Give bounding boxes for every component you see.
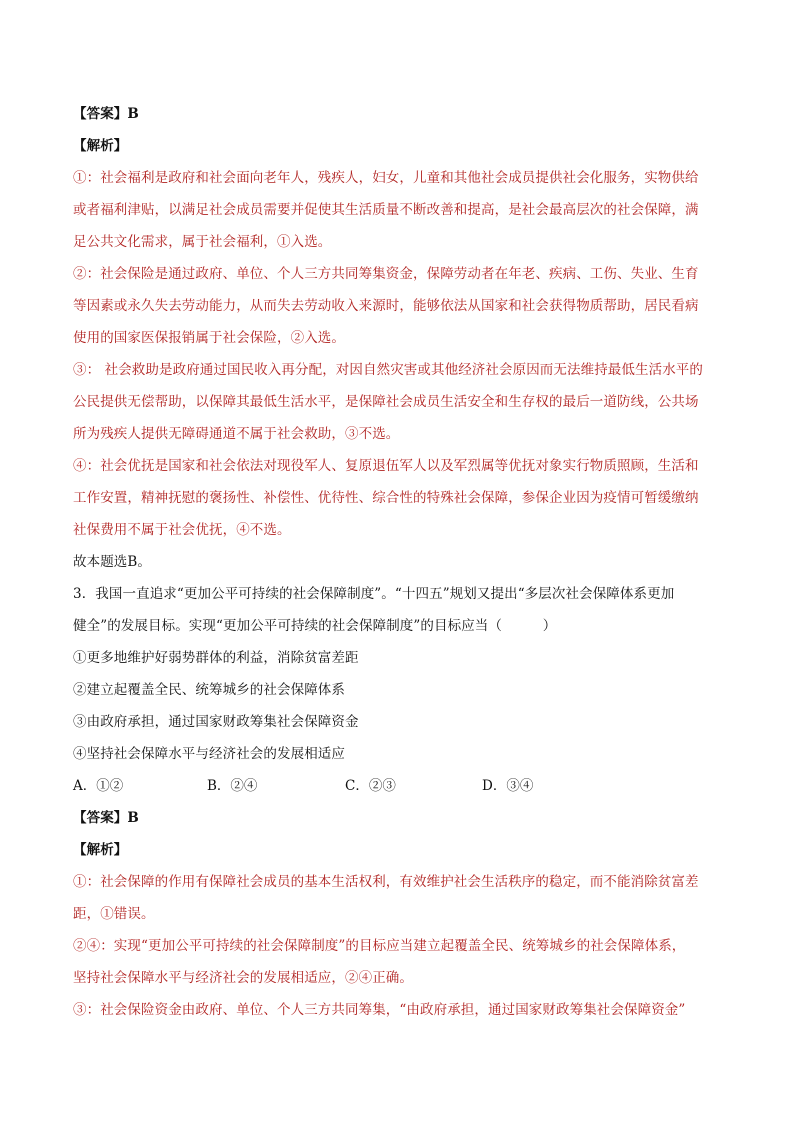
analysis-line: ④：社会优抚是国家和社会依法对现役军人、复原退伍军人以及军烈属等优抚对象实行物质照顾，生活和 [73,458,699,474]
q3-analysis-paragraph-2 [73,930,723,994]
analysis-line: 工作安置，精神抚慰的褒扬性、补偿性、优待性、综合性的特殊社会保障，参保企业因为疫情可暂缓缴纳 [73,490,699,506]
option-b: B．②④ [207,778,258,794]
option-a: A．①② [73,778,124,794]
analysis-line: 等因素或永久失去劳动能力，从而失去劳动收入来源时，能够依法从国家和社会获得物质帮助，居民看病 [73,298,699,314]
answer-label: 【答案】B [73,106,139,122]
q3-analysis-paragraph-3 [73,994,723,1026]
option-c: C．②③ [345,778,396,794]
question-stem-line: 健全”的发展目标。实现“更加公平可持续的社会保障制度”的目标应当（ ） [73,618,557,634]
question-item: ①更多地维护好弱势群体的利益，消除贫富差距 [73,650,359,666]
question-item: ④坚持社会保障水平与经济社会的发展相适应 [73,746,345,762]
option-d: D．③④ [482,778,534,794]
analysis-paragraph-1 [73,162,723,258]
analysis-line: ②：社会保险是通过政府、单位、个人三方共同筹集资金，保障劳动者在年老、疾病、工伤、失业、生育 [73,266,699,282]
analysis-line: 公民提供无偿帮助，以保障其最低生活水平，是保障社会成员生活安全和生存权的最后一道防线，公共场 [73,394,699,410]
analysis-line: 距，①错误。 [73,906,155,922]
analysis-label: 【解析】 [73,138,128,154]
analysis-line: ①：社会保障的作用有保障社会成员的基本生活权利，有效维护社会生活秩序的稳定，而不能消除贫富差 [73,874,699,890]
analysis-paragraph-2 [73,258,723,354]
analysis-line: 足公共文化需求，属于社会福利，①入选。 [73,234,332,250]
analysis-paragraph-4 [73,450,723,546]
answer-label: 【答案】B [73,810,139,826]
analysis-paragraph-3 [73,354,723,450]
analysis-line: ②④：实现“更加公平可持续的社会保障制度”的目标应当建立起覆盖全民、统筹城乡的社会保障体系， [73,938,686,954]
question-stem-line: 3．我国一直追求“更加公平可持续的社会保障制度”。“十四五”规划又提出“多层次社会保障体系更加 [73,586,675,602]
analysis-line: 或者福利津贴，以满足社会成员需要并促使其生活质量不断改善和提高，是社会最高层次的社会保障，满 [73,202,699,218]
analysis-line: 社保费用不属于社会优抚，④不选。 [73,522,291,538]
analysis-line: ①：社会福利是政府和社会面向老年人，残疾人，妇女，儿童和其他社会成员提供社会化服务，实物供给 [73,170,699,186]
analysis-label: 【解析】 [73,842,128,858]
document-page [73,98,723,1026]
analysis-line: ③：社会保险资金由政府、单位、个人三方共同筹集，“由政府承担，通过国家财政筹集社会保障资金” [73,1002,686,1018]
question-item: ③由政府承担，通过国家财政筹集社会保障资金 [73,714,359,730]
analysis-line: 使用的国家医保报销属于社会保险，②入选。 [73,330,345,346]
question-3-items [73,642,723,770]
analysis-line: 所为残疾人提供无障碍通道不属于社会救助，③不选。 [73,426,400,442]
conclusion-text: 故本题选B。 [73,554,152,570]
question-3-stem [73,578,723,642]
analysis-line: 坚持社会保障水平与经济社会的发展相适应，②④正确。 [73,970,413,986]
analysis-line: ③： 社会救助是政府通过国民收入再分配，对因自然灾害或其他经济社会原因而无法维持最低生活水平的 [73,362,703,378]
answer-options [73,770,723,802]
question-item: ②建立起覆盖全民、统筹城乡的社会保障体系 [73,682,345,698]
q3-analysis-paragraph-1 [73,866,723,930]
